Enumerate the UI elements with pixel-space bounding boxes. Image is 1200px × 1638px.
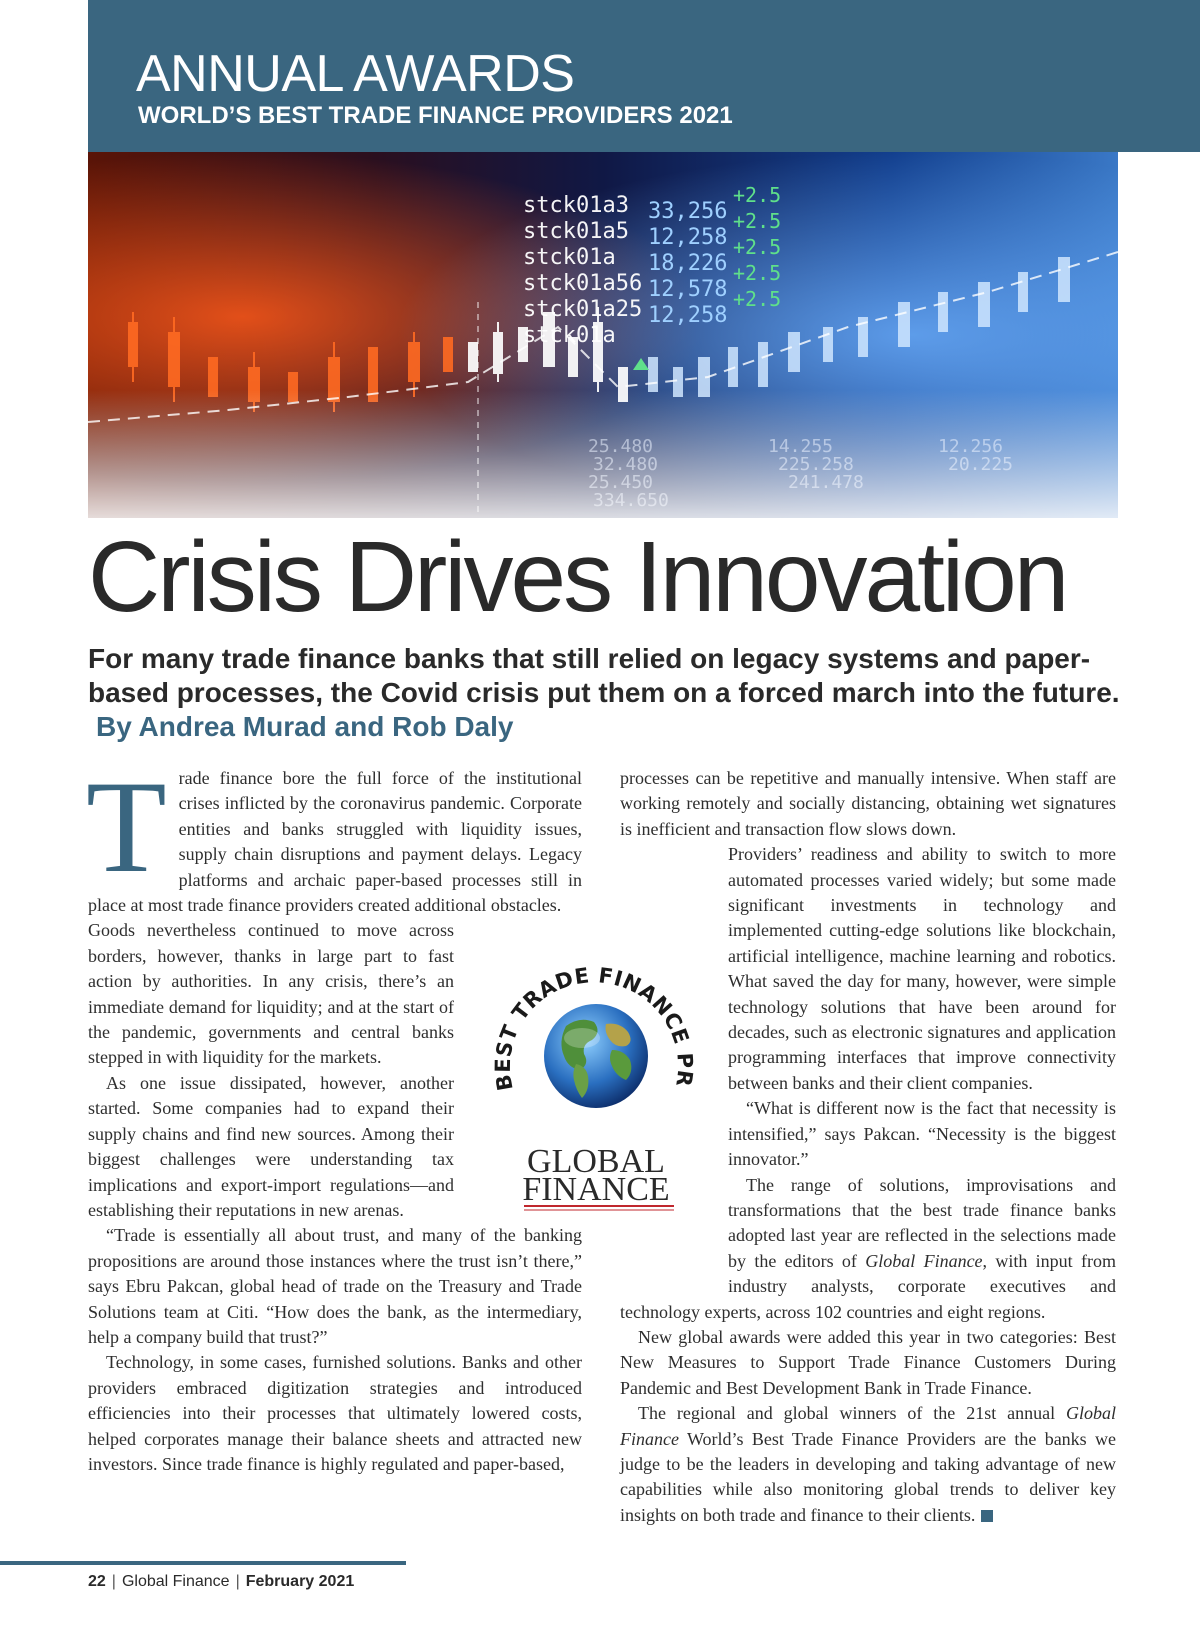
left-paragraph-1: rade finance bore the full force of the institutional crises inflicted by the coronavirus pandemic. Corporate entities and banks struggled with liquidity issues, supply chain disruptions and payment delays. Legacy platforms and archaic paper-based processes still in place at most trade finance providers created additional obstacles. — [88, 768, 582, 916]
page-footer: 22 | Global Finance | February 2021 — [88, 1573, 355, 1590]
globe-icon — [544, 1004, 648, 1108]
left-paragraph-3: As one issue dissipated, however, another started. Some companies had to expand their supply chains and find new sources. Among their biggest challenges were understanding tax implications and export-import regulations—and establishing their reputations in new arenas. — [88, 1072, 454, 1220]
badge-arc-text: BEST TRADE FINANCE PR — [490, 963, 698, 1093]
publication-title: Global Finance — [121, 1573, 230, 1590]
right-paragraph-2: Providers’ readiness and ability to switch to more automated processes varied widely; but some made significant investments in technology and implemented cutting-edge solutions like blockchain, artificial intelligence, machine learning and robotics. What saved the day for many, however, were simple technology solutions that have been around for decades, such as electronic signatures and application programming interfaces that improve connectivity between banks and their client companies. — [728, 844, 1116, 1093]
deck-text: For many trade finance banks that still relied on legacy systems and paper-based processes, the Covid crisis put them on a forced march into the future. — [88, 643, 1120, 708]
award-badge-graphic — [484, 942, 712, 1214]
header-band — [88, 0, 1200, 152]
page-number: 22 — [88, 1573, 106, 1590]
left-paragraph-2: Goods nevertheless continued to move across borders, however, thanks in large part to fast action by authorities. In any crisis, there’s an immediate demand for liquidity; and at the start of the pandemic, governments and central banks stepped in with liquidity for the markets. — [88, 920, 454, 1068]
article-headline: Crisis Drives Innovation — [88, 521, 1067, 633]
left-paragraph-5: Technology, in some cases, furnished solutions. Banks and other providers embraced digitization strategies and introduced efficiencies into their processes that ultimately lowered costs, helped corporates manage their balance sheets and attracted new investors. Since trade finance is highly regulated and paper-based, — [88, 1352, 582, 1474]
end-mark-icon — [981, 1510, 993, 1522]
footer-rule — [0, 1561, 406, 1565]
logo-line-1: GLOBAL — [527, 1143, 665, 1180]
issue-date: February 2021 — [245, 1573, 355, 1590]
hero-image — [88, 152, 1118, 518]
stock-chart-illustration — [88, 152, 1118, 518]
article-byline: By Andrea Murad and Rob Daly — [96, 711, 514, 742]
publication-name: Global Finance — [620, 1403, 1116, 1449]
logo-line-2: FINANCE — [522, 1171, 670, 1208]
drop-cap: T — [86, 753, 167, 900]
left-paragraph-4: “Trade is essentially all about trust, and many of the banking propositions are around those instances where the trust isn’t there,” says Ebru Pakcan, global head of trade on the Treasury and Trade Solutions team at Citi. “How does the bank, as the intermediary, help a company build that trust?” — [88, 1225, 582, 1347]
publication-name: Global Finance — [865, 1250, 983, 1271]
global-finance-logo — [522, 1143, 674, 1210]
right-paragraph-1: processes can be repetitive and manually intensive. When staff are working remotely and socially distancing, obtaining wet signatures is inefficient and transaction flow slows down. — [620, 768, 1116, 839]
right-paragraph-4: The range of solutions, improvisations and transformations that the best trade finance banks adopted last year are reflected in the selections made by the editors of Global Finance, with input from industry analysts, corporate executives and technology experts, across 102 countries and eight regions. — [620, 1174, 1116, 1322]
right-paragraph-3: “What is different now is the fact that necessity is intensified,” says Pakcan. “Necessity is the biggest innovator.” — [728, 1098, 1116, 1170]
right-paragraph-5: New global awards were added this year in two categories: Best New Measures to Support Trade Finance Customers During Pandemic and Best Development Bank in Trade Finance. — [620, 1326, 1116, 1398]
article-deck — [88, 642, 1128, 744]
award-badge — [484, 942, 712, 1214]
section-subtitle: WORLD’S BEST TRADE FINANCE PROVIDERS 2021 — [138, 102, 733, 129]
section-kicker: ANNUAL AWARDS — [136, 45, 575, 103]
right-paragraph-6: The regional and global winners of the 21st annual Global Finance World’s Best Trade Finance Providers are the banks we judge to be the leaders in developing and taking advantage of new capabilities while also monitoring global trends to deliver key insights on both trade and finance to their clients. — [620, 1403, 1116, 1525]
